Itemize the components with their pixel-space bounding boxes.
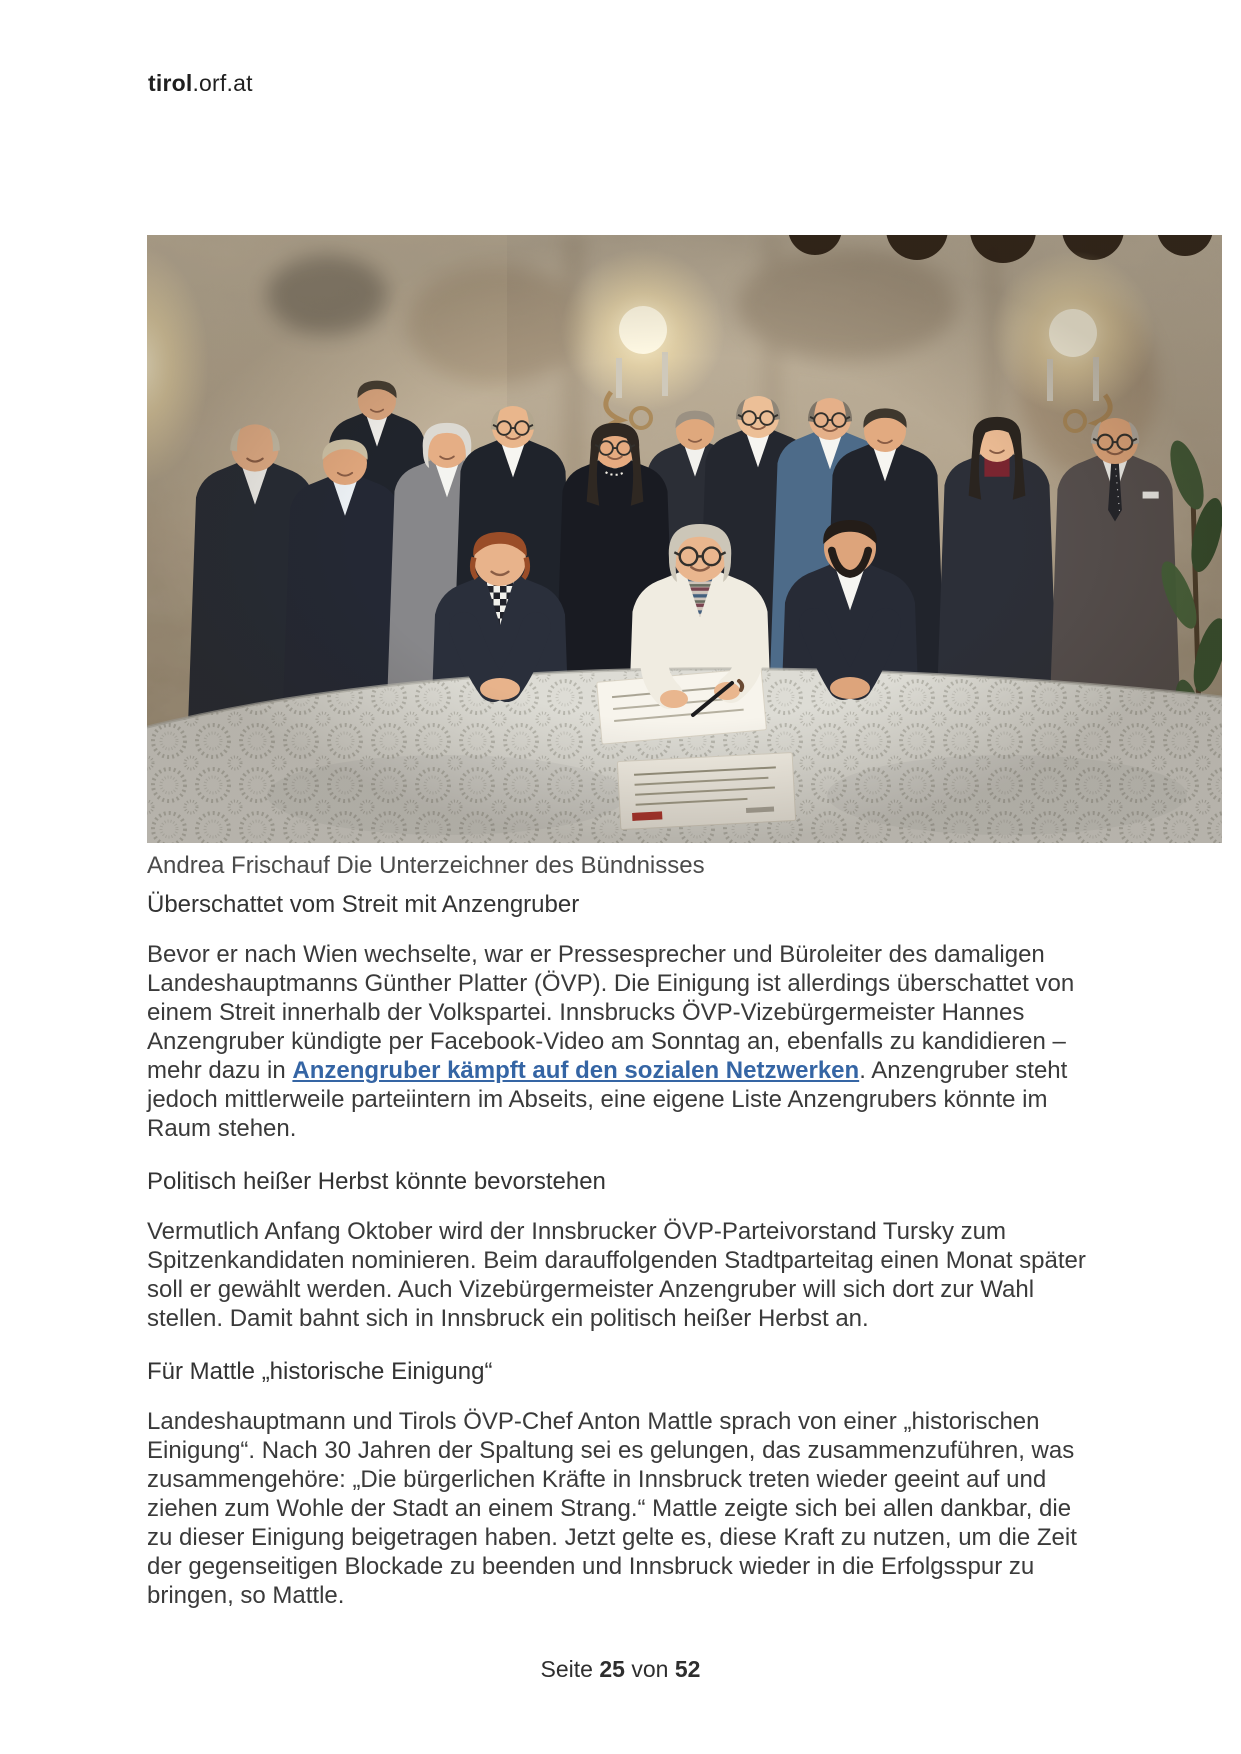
group-photo-illustration — [147, 235, 1222, 843]
paragraph-text: Vermutlich Anfang Oktober wird der Innsbrucker ÖVP-Parteivorstand Tursky zum Spitzenkandidaten nominieren. Beim darauffolgenden Stadtparteitag einen Monat später soll er gewählt werden. Auch Vizebürgermeister Anzengruber will sich dort zur Wahl stellen. Damit bahnt sich in Innsbruck ein politisch heißer Herbst an. — [147, 1218, 1086, 1332]
footer-page-number: 25 — [599, 1656, 625, 1682]
site-brand-bold: tirol — [148, 70, 193, 96]
section-paragraph — [147, 1407, 1089, 1610]
anzengruber-article-link[interactable]: Anzengruber kämpft auf den sozialen Netzwerken — [292, 1057, 860, 1084]
paragraph-text: Landeshauptmann und Tirols ÖVP-Chef Anton Mattle sprach von einer „historischen Einigung“. Nach 30 Jahren der Spaltung sei es gelungen, das zusammenzuführen, was zusammengehöre: „Die bürgerlichen Kräfte in Innsbruck treten wieder geeint auf und ziehen zum Wohle der Stadt an einem Strang.“ Mattle zeigte sich bei allen dankbar, die zu dieser Einigung beigetragen haben. Jetzt gelte es, diese Kraft zu nutzen, um die Zeit der gegenseitigen Blockade zu beenden und Innsbruck wieder in die Erfolgsspur zu bringen, so Mattle. — [147, 1408, 1077, 1609]
paragraph-text: Bevor er nach Wien wechselte, war er Pressesprecher und Büroleiter des damaligen Landeshauptmanns Günther Platter (ÖVP). Die Einigung ist allerdings überschattet von einem Streit innerhalb der Volkspartei. Innsbrucks ÖVP-Vizebürgermeister Hannes Anzengruber kündigte per Facebook-Video am Sonntag an, ebenfalls zu kandidieren – mehr dazu in — [147, 941, 1075, 1084]
footer-separator: von — [631, 1656, 669, 1682]
section-heading: Für Mattle „historische Einigung“ — [147, 1358, 493, 1385]
footer-total-pages: 52 — [674, 1656, 701, 1682]
site-brand-rest: .orf.at — [192, 70, 253, 96]
photo-vignette — [147, 235, 1222, 843]
page-footer — [0, 1656, 1241, 1683]
section-paragraph — [147, 940, 1089, 1143]
article-photo — [147, 235, 1222, 880]
site-brand — [148, 70, 253, 97]
section-paragraph — [147, 1217, 1089, 1333]
section-heading: Politisch heißer Herbst könnte bevorstehen — [147, 1168, 606, 1195]
section-mattle-einigung — [147, 1358, 1089, 1610]
section-anzengruber-streit — [147, 891, 1089, 1143]
section-heisser-herbst — [147, 1168, 1089, 1333]
section-heading: Überschattet vom Streit mit Anzengruber — [147, 891, 580, 918]
photo-caption: Andrea Frischauf Die Unterzeichner des Bündnisses — [147, 852, 705, 879]
footer-prefix: Seite — [540, 1656, 593, 1682]
paragraph-text: . Anzengruber steht jedoch mittlerweile parteiintern im Abseits, eine eigene Liste Anzengrubers könnte im Raum stehen. — [147, 1057, 1068, 1142]
